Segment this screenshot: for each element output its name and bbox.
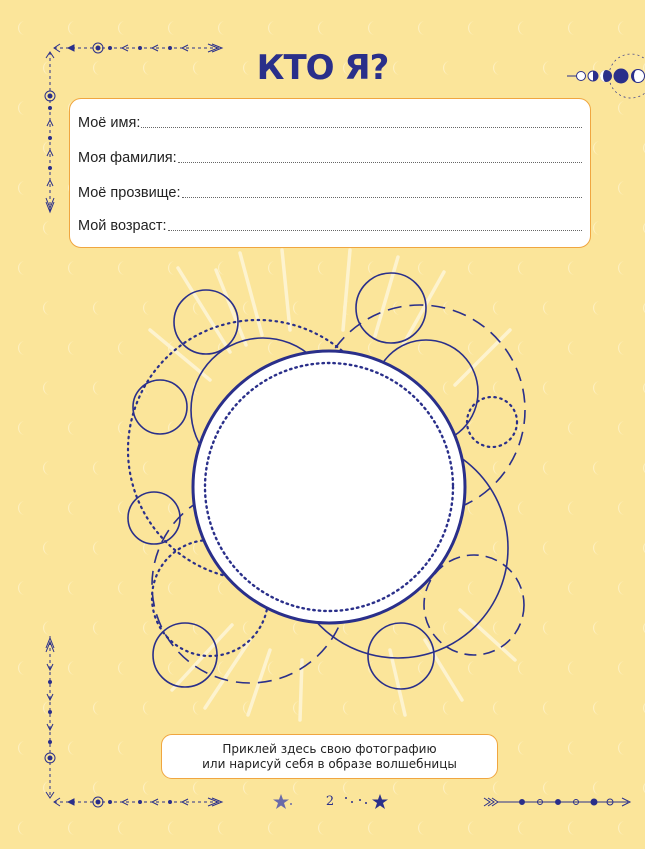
crescent-moon-icon xyxy=(418,21,425,35)
age-field-label: Мой возраст: xyxy=(78,218,167,234)
moon-phases-icon xyxy=(565,52,645,102)
crescent-moon-icon xyxy=(118,821,125,835)
crescent-moon-icon xyxy=(43,301,50,315)
crescent-moon-icon xyxy=(268,821,275,835)
crescent-moon-icon xyxy=(618,21,625,35)
crescent-moon-icon xyxy=(468,21,475,35)
crescent-moon-icon xyxy=(568,741,575,755)
crescent-moon-icon xyxy=(93,381,100,395)
crescent-moon-icon xyxy=(518,821,525,835)
crescent-moon-icon xyxy=(443,781,450,795)
crescent-moon-icon xyxy=(593,781,600,795)
crescent-moon-icon xyxy=(618,821,625,835)
crescent-moon-icon xyxy=(393,781,400,795)
arrow-ornament-icon xyxy=(40,38,225,218)
crescent-moon-icon xyxy=(568,421,575,435)
small-circle-decoration xyxy=(128,492,180,544)
crescent-moon-icon xyxy=(568,581,575,595)
crescent-moon-icon xyxy=(18,661,25,675)
crescent-moon-icon xyxy=(518,21,525,35)
crescent-moon-icon xyxy=(218,21,225,35)
crescent-moon-icon xyxy=(68,21,75,35)
crescent-moon-icon xyxy=(593,461,600,475)
crescent-moon-icon xyxy=(568,501,575,515)
crescent-moon-icon xyxy=(118,21,125,35)
crescent-moon-icon xyxy=(543,701,550,715)
crescent-moon-icon xyxy=(18,741,25,755)
crescent-moon-icon xyxy=(618,661,625,675)
page-title: КТО Я? xyxy=(256,48,389,88)
crescent-moon-icon xyxy=(618,341,625,355)
crescent-moon-icon xyxy=(18,421,25,435)
page-number: 2 xyxy=(325,794,335,809)
age-field-line[interactable] xyxy=(168,229,582,231)
crescent-moon-icon xyxy=(568,821,575,835)
crescent-moon-icon xyxy=(418,821,425,835)
crescent-moon-icon xyxy=(518,741,525,755)
crescent-moon-icon xyxy=(618,101,625,115)
caption-line-2: или нарисуй себя в образе волшебницы xyxy=(202,757,457,771)
crescent-moon-icon xyxy=(618,421,625,435)
crescent-moon-icon xyxy=(318,21,325,35)
dashed-circle-decoration xyxy=(424,555,524,655)
crescent-moon-icon xyxy=(93,461,100,475)
photo-frame-fill[interactable] xyxy=(193,351,465,623)
crescent-moon-icon xyxy=(618,581,625,595)
star-icon xyxy=(342,792,390,812)
crescent-moon-icon xyxy=(268,21,275,35)
crescent-moon-icon xyxy=(18,501,25,515)
crescent-moon-icon xyxy=(18,821,25,835)
dotted-circle-decoration xyxy=(467,397,517,447)
surname-field-line[interactable] xyxy=(178,161,582,163)
crescent-moon-icon xyxy=(543,541,550,555)
crescent-moon-icon xyxy=(618,181,625,195)
star-icon xyxy=(272,792,294,812)
crescent-moon-icon xyxy=(543,461,550,475)
small-circle-decoration xyxy=(174,290,238,354)
crescent-moon-icon xyxy=(368,21,375,35)
crescent-moon-icon xyxy=(18,101,25,115)
crescent-moon-icon xyxy=(43,221,50,235)
crescent-moon-icon xyxy=(593,621,600,635)
nickname-field-line[interactable] xyxy=(182,196,582,198)
crescent-moon-icon xyxy=(618,261,625,275)
crescent-moon-icon xyxy=(93,301,100,315)
crescent-moon-icon xyxy=(618,501,625,515)
crescent-moon-icon xyxy=(568,261,575,275)
crescent-moon-icon xyxy=(568,341,575,355)
crescent-moon-icon xyxy=(543,621,550,635)
crescent-moon-icon xyxy=(18,21,25,35)
crescent-moon-icon xyxy=(68,421,75,435)
crescent-moon-icon xyxy=(593,301,600,315)
caption-line-1: Приклей здесь свою фотографию xyxy=(222,742,437,756)
crescent-moon-icon xyxy=(18,581,25,595)
crescent-moon-icon xyxy=(293,781,300,795)
small-circle-decoration xyxy=(133,380,187,434)
crescent-moon-icon xyxy=(43,461,50,475)
crescent-moon-icon xyxy=(543,781,550,795)
crescent-moon-icon xyxy=(543,301,550,315)
crescent-moon-icon xyxy=(68,341,75,355)
crescent-moon-icon xyxy=(43,541,50,555)
crescent-moon-icon xyxy=(593,541,600,555)
crescent-moon-icon xyxy=(93,541,100,555)
crescent-moon-icon xyxy=(168,21,175,35)
crescent-moon-icon xyxy=(218,821,225,835)
crescent-moon-icon xyxy=(68,501,75,515)
crescent-moon-icon xyxy=(468,821,475,835)
arrow-ornament-icon xyxy=(40,632,225,812)
crescent-moon-icon xyxy=(18,341,25,355)
crescent-moon-icon xyxy=(318,821,325,835)
crescent-moon-icon xyxy=(68,581,75,595)
crescent-moon-icon xyxy=(168,821,175,835)
age-field[interactable] xyxy=(78,218,582,234)
crescent-moon-icon xyxy=(18,181,25,195)
surname-field-label: Моя фамилия: xyxy=(78,150,177,166)
crescent-moon-icon xyxy=(593,381,600,395)
crescent-moon-icon xyxy=(568,21,575,35)
crescent-moon-icon xyxy=(18,261,25,275)
nickname-field-label: Моё прозвище: xyxy=(78,185,181,201)
crescent-moon-icon xyxy=(68,821,75,835)
crescent-moon-icon xyxy=(243,781,250,795)
crescent-moon-icon xyxy=(43,381,50,395)
crescent-moon-icon xyxy=(543,381,550,395)
crescent-moon-icon xyxy=(68,261,75,275)
arrow-ornament-icon xyxy=(482,794,632,810)
crescent-moon-icon xyxy=(593,141,600,155)
crescent-moon-icon xyxy=(593,701,600,715)
crescent-moon-icon xyxy=(568,661,575,675)
crescent-moon-icon xyxy=(593,221,600,235)
crescent-moon-icon xyxy=(368,821,375,835)
crescent-moon-icon xyxy=(493,781,500,795)
crescent-moon-icon xyxy=(618,741,625,755)
name-field-label: Моё имя: xyxy=(78,115,141,131)
